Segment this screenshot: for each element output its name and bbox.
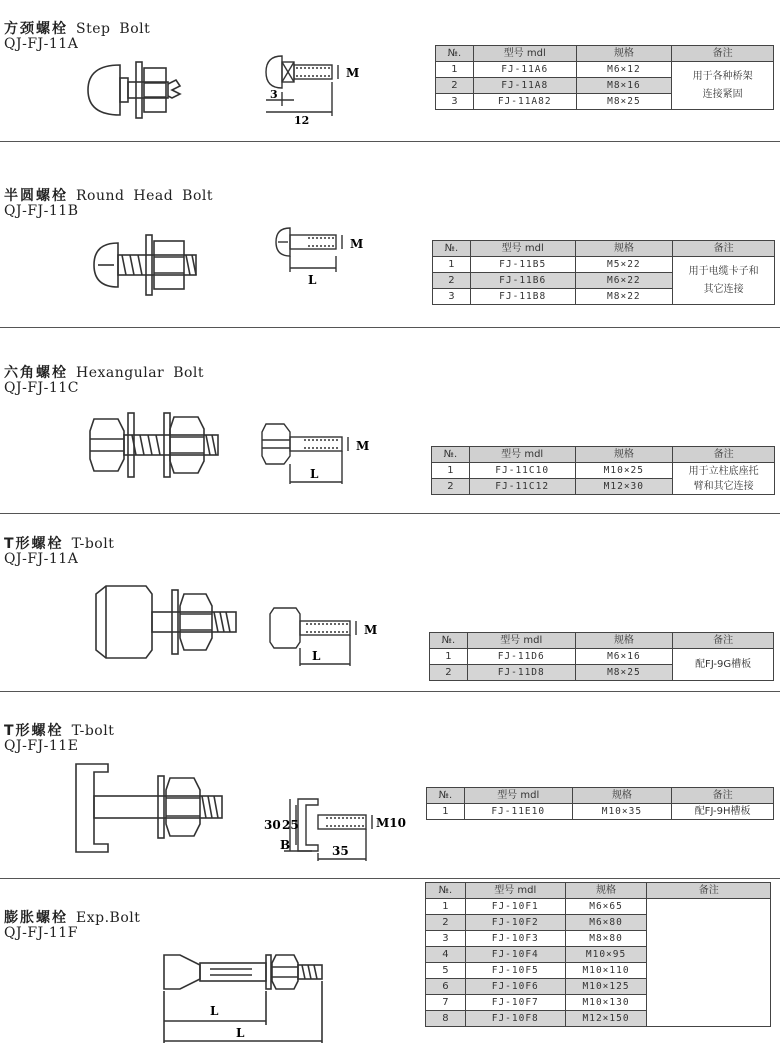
- dim-h1: 30: [264, 818, 281, 832]
- t-bolt-e-dimension-drawing: [256, 795, 406, 865]
- cell-model: FJ-11A8: [473, 78, 576, 94]
- header-model: 型号 mdl: [465, 883, 565, 899]
- table-row: [427, 804, 774, 820]
- dim-m: M: [364, 623, 378, 637]
- section-title: [4, 907, 140, 927]
- header-model: 型号 mdl: [467, 633, 575, 649]
- section-title: [4, 362, 204, 382]
- cell-note: [673, 649, 774, 681]
- cell-spec: M10×35: [572, 804, 672, 820]
- product-code: QJ-FJ-11F: [4, 925, 78, 941]
- title-en: Exp.Bolt: [76, 910, 141, 926]
- cell-spec: M8×25: [575, 665, 673, 681]
- header-spec: 规格: [575, 447, 673, 463]
- section-title: [4, 185, 213, 205]
- cell-model: FJ-11E10: [464, 804, 572, 820]
- cell-model: FJ-11B8: [470, 289, 575, 305]
- cell-spec: M6×80: [565, 915, 647, 931]
- header-model: 型号 mdl: [473, 46, 576, 62]
- cell-model: FJ-10F7: [465, 995, 565, 1011]
- table-row: [430, 649, 774, 665]
- cell-spec: M6×16: [575, 649, 673, 665]
- cell-no: 2: [430, 665, 468, 681]
- cell-no: 1: [433, 257, 471, 273]
- cell-note: 配FJ-9H槽板: [672, 804, 774, 820]
- cell-note: [672, 62, 774, 110]
- dim-m: M: [350, 237, 364, 251]
- section-divider: [0, 513, 780, 514]
- cell-no: 3: [436, 94, 474, 110]
- cell-spec: M10×110: [565, 963, 647, 979]
- t-bolt-assembly-drawing: [92, 582, 242, 662]
- cell-spec: M6×65: [565, 899, 647, 915]
- spec-table-hex-bolt: [431, 446, 775, 495]
- note-line: 臂和其它连接: [693, 480, 754, 492]
- cell-spec: M6×22: [575, 273, 673, 289]
- t-bolt-dimension-drawing: [266, 604, 386, 674]
- cell-spec: M10×130: [565, 995, 647, 1011]
- note-line: 用于电缆卡子和: [688, 265, 759, 277]
- cell-spec: M8×22: [575, 289, 673, 305]
- expansion-bolt-drawing: [160, 945, 330, 1045]
- spec-table-t-bolt-11e: [426, 787, 774, 820]
- cell-note: [673, 257, 775, 305]
- dim-l: 35: [332, 844, 349, 858]
- cell-spec: M8×16: [576, 78, 672, 94]
- title-en: Hexangular Bolt: [76, 365, 205, 381]
- step-bolt-assembly-drawing: [80, 50, 200, 130]
- section-title: [4, 533, 114, 553]
- cell-model: FJ-10F4: [465, 947, 565, 963]
- cell-note: [673, 463, 775, 495]
- cell-no: 1: [426, 899, 466, 915]
- cell-spec: M6×12: [576, 62, 672, 78]
- cell-model: FJ-11B6: [470, 273, 575, 289]
- round-head-bolt-assembly-drawing: [88, 225, 208, 305]
- cell-model: FJ-11D6: [467, 649, 575, 665]
- title-cn: 方颈螺栓: [4, 21, 68, 37]
- cell-model: FJ-11A82: [473, 94, 576, 110]
- cell-model: FJ-10F3: [465, 931, 565, 947]
- cell-spec: M8×25: [576, 94, 672, 110]
- cell-model: FJ-10F5: [465, 963, 565, 979]
- spec-table-round-head-bolt: [432, 240, 775, 305]
- header-note: 备注: [673, 633, 774, 649]
- cell-no: 7: [426, 995, 466, 1011]
- cell-no: 4: [426, 947, 466, 963]
- cell-no: 1: [427, 804, 465, 820]
- cell-note: [647, 899, 771, 1027]
- header-spec: 规格: [576, 46, 672, 62]
- cell-no: 2: [436, 78, 474, 94]
- product-code: QJ-FJ-11B: [4, 203, 79, 219]
- title-cn: 半圆螺栓: [4, 188, 68, 204]
- t-bolt-e-assembly-drawing: [72, 760, 232, 856]
- cell-no: 3: [433, 289, 471, 305]
- table-row: [426, 899, 771, 915]
- product-code: QJ-FJ-11A: [4, 551, 79, 567]
- header-spec: 规格: [575, 633, 673, 649]
- cell-spec: M12×150: [565, 1011, 647, 1027]
- header-no: №.: [426, 883, 466, 899]
- header-model: 型号 mdl: [469, 447, 575, 463]
- cell-no: 1: [430, 649, 468, 665]
- header-no: №.: [436, 46, 474, 62]
- dim-l: L: [310, 467, 319, 481]
- dim-m: M: [346, 66, 360, 80]
- cell-model: FJ-11C10: [469, 463, 575, 479]
- cell-spec: M10×125: [565, 979, 647, 995]
- dim-m: M: [356, 439, 370, 453]
- title-cn: T形螺栓: [4, 723, 64, 739]
- title-en: T-bolt: [71, 536, 115, 552]
- section-title: [4, 720, 114, 740]
- section-divider: [0, 691, 780, 692]
- header-note: 备注: [672, 788, 774, 804]
- cell-model: FJ-10F6: [465, 979, 565, 995]
- cell-model: FJ-11C12: [469, 479, 575, 495]
- dim-m: M10: [376, 816, 406, 830]
- dim-h2: 25: [282, 818, 299, 832]
- cell-no: 2: [432, 479, 470, 495]
- cell-spec: M10×25: [575, 463, 673, 479]
- cell-spec: M8×80: [565, 931, 647, 947]
- header-spec: 规格: [575, 241, 673, 257]
- note-line: 用于各种桥架: [692, 70, 753, 82]
- cell-no: 2: [433, 273, 471, 289]
- title-en: T-bolt: [71, 723, 115, 739]
- table-row: [433, 257, 775, 273]
- header-spec: 规格: [565, 883, 647, 899]
- header-note: 备注: [672, 46, 774, 62]
- section-title: [4, 18, 150, 38]
- spec-table-expansion-bolt: [425, 882, 771, 1027]
- cell-spec: M5×22: [575, 257, 673, 273]
- table-row: [436, 62, 774, 78]
- cell-model: FJ-10F2: [465, 915, 565, 931]
- note-line: 连接紧固: [702, 88, 743, 100]
- dim-b: B: [280, 838, 291, 852]
- header-note: 备注: [673, 241, 775, 257]
- dim-a: 3: [270, 88, 278, 101]
- cell-no: 2: [426, 915, 466, 931]
- cell-model: FJ-11B5: [470, 257, 575, 273]
- section-divider: [0, 141, 780, 142]
- round-head-bolt-dimension-drawing: [268, 222, 378, 292]
- header-no: №.: [427, 788, 465, 804]
- cell-model: FJ-10F1: [465, 899, 565, 915]
- header-no: №.: [432, 447, 470, 463]
- title-cn: T形螺栓: [4, 536, 64, 552]
- dim-l2: L: [236, 1026, 245, 1040]
- spec-table-t-bolt-11a: [429, 632, 774, 681]
- cell-model: FJ-10F8: [465, 1011, 565, 1027]
- header-model: 型号 mdl: [470, 241, 575, 257]
- header-no: №.: [430, 633, 468, 649]
- section-divider: [0, 327, 780, 328]
- cell-no: 1: [432, 463, 470, 479]
- header-model: 型号 mdl: [464, 788, 572, 804]
- spec-table-step-bolt: [435, 45, 774, 110]
- header-note: 备注: [673, 447, 775, 463]
- note-line: 其它连接: [703, 283, 744, 295]
- section-divider: [0, 878, 780, 879]
- product-code: QJ-FJ-11C: [4, 380, 79, 396]
- table-row: [432, 463, 775, 479]
- hex-bolt-dimension-drawing: [260, 418, 380, 488]
- cell-no: 6: [426, 979, 466, 995]
- header-no: №.: [433, 241, 471, 257]
- cell-model: FJ-11D8: [467, 665, 575, 681]
- note-line: 配FJ-9G槽板: [695, 658, 752, 670]
- step-bolt-dimension-drawing: [262, 48, 372, 128]
- title-en: Step Bolt: [76, 21, 151, 37]
- cell-no: 3: [426, 931, 466, 947]
- title-cn: 六角螺栓: [4, 365, 68, 381]
- header-spec: 规格: [572, 788, 672, 804]
- cell-spec: M10×95: [565, 947, 647, 963]
- hex-bolt-assembly-drawing: [88, 405, 228, 485]
- cell-spec: M12×30: [575, 479, 673, 495]
- header-note: 备注: [647, 883, 771, 899]
- cell-no: 5: [426, 963, 466, 979]
- title-cn: 膨胀螺栓: [4, 910, 68, 926]
- cell-no: 8: [426, 1011, 466, 1027]
- title-en: Round Head Bolt: [76, 188, 213, 204]
- product-code: QJ-FJ-11E: [4, 738, 79, 754]
- dim-l: L: [312, 649, 321, 663]
- dim-l1: L: [210, 1004, 219, 1018]
- note-line: 用于立柱底座托: [688, 465, 759, 477]
- product-code: QJ-FJ-11A: [4, 36, 79, 52]
- cell-model: FJ-11A6: [473, 62, 576, 78]
- cell-no: 1: [436, 62, 474, 78]
- dim-l: L: [308, 273, 317, 287]
- dim-b: 12: [294, 114, 310, 127]
